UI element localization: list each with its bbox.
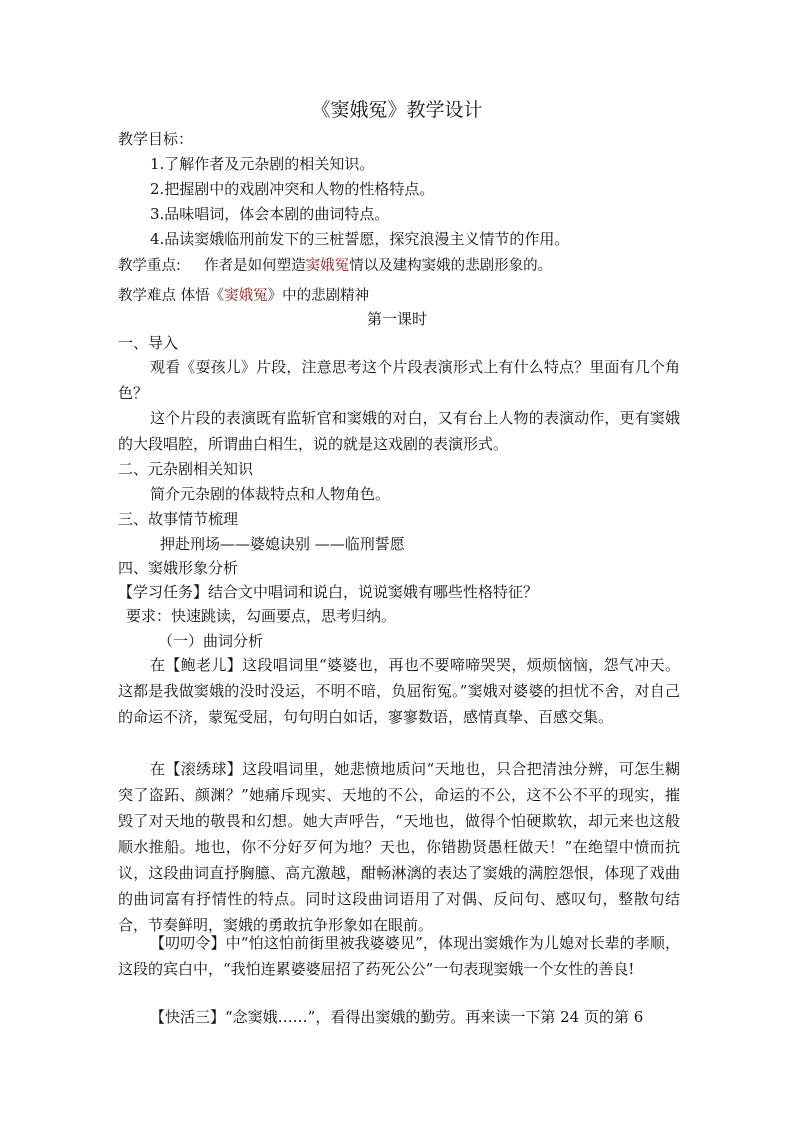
paragraph: 【叨叨令】中“怕这怕前街里被我婆婆见”，体现出窦娥作为儿媳对长辈的孝顺，这段的宾白中，“我怕连累婆婆屈招了药死公公”一句表现窦娥一个女性的善良! bbox=[118, 934, 680, 978]
objective-item: 3.品味唱词，体会本剧的曲词特点。 bbox=[150, 205, 390, 223]
difficulty-text: 体悟《 bbox=[180, 288, 225, 304]
section-heading: 四、窦娥形象分析 bbox=[118, 559, 239, 577]
sub-heading: （一）曲词分析 bbox=[158, 632, 264, 650]
paragraph: 这个片段的表演既有监斩官和窦娥的对白，又有台上人物的表演动作，更有窦娥的大段唱腔，所谓曲白相生，说的就是这戏剧的表演形式。 bbox=[118, 409, 680, 453]
plot-outline: 押赴刑场——婆媳诀别 ——临刑誓愿 bbox=[160, 535, 405, 553]
objective-item: 2.把握剧中的戏剧冲突和人物的性格特点。 bbox=[150, 180, 435, 198]
lesson-heading: 第一课时 bbox=[366, 310, 427, 328]
objectives-heading: 教学目标： bbox=[118, 130, 194, 148]
difficulty-highlight: 窦娥冤 bbox=[224, 288, 268, 304]
difficulty bbox=[118, 285, 369, 307]
difficulty-text-end: 》中的悲剧精神 bbox=[267, 288, 370, 304]
paragraph: 观看《耍孩儿》片段，注意思考这个片段表演形式上有什么特点？里面有几个角色？ bbox=[118, 358, 680, 402]
requirement: 要求：快速跳读，勾画要点，思考归纳。 bbox=[126, 607, 397, 625]
paragraph: 简介元杂剧的体裁特点和人物角色。 bbox=[150, 485, 391, 503]
paragraph: 【快活三】“念窦娥……”，看得出窦娥的勤劳。再来读一下第 24 页的第 6 bbox=[150, 1008, 644, 1026]
objective-item: 4.品读窦娥临刑前发下的三桩誓愿，探究浪漫主义情节的作用。 bbox=[150, 230, 570, 248]
key-point-text-end: 情以及建构窦娥的悲剧形象的。 bbox=[349, 258, 553, 274]
section-heading: 三、故事情节梳理 bbox=[118, 510, 239, 528]
section-heading: 二、元杂剧相关知识 bbox=[118, 460, 254, 478]
key-point-label: 教学重点: bbox=[118, 258, 181, 274]
key-point-text: 作者是如何塑造 bbox=[204, 258, 306, 274]
paragraph: 在【滚绣球】这段唱词里，她悲愤地质问“天地也，只合把清浊分辨，可怎生糊突了盗跖、颜渊？”她痛斥现实、天地的不公，命运的不公，这不公不平的现实，摧毁了对天地的敬畏和幻想。她大声呼告，“天地也，做得个怕硬欺软，却元来也这般顺水推船。地也，你不分好歹何为地？天也，你错勘贤愚枉做天！”在绝望中愤而抗议，这段曲词直抒胸臆、高亢激越，酣畅淋漓的表达了窦娥的满腔怨恨，体现了戏曲的曲词富有抒情性的特点。同时这段曲词语用了对偶、反问句、感叹句，整散句结合，节奏鲜明，窦娥的勇敢抗争形象如在眼前。 bbox=[118, 760, 680, 934]
difficulty-label: 教学难点 bbox=[118, 288, 176, 304]
paragraph: 在【鲍老儿】这段唱词里“婆婆也，再也不要啼啼哭哭，烦烦恼恼，怨气冲天。这都是我做窦娥的没时没运，不明不暗，负屈衔冤。”窦娥对婆婆的担忧不舍，对自己的命运不济，蒙冤受屈，句句明白如话，寥寥数语，感情真挚、百感交集。 bbox=[118, 656, 680, 726]
section-heading: 一、导入 bbox=[118, 334, 179, 352]
document-title: 《窦娥冤》教学设计 bbox=[311, 99, 483, 121]
key-point-highlight: 窦娥冤 bbox=[305, 258, 350, 274]
learning-task: 【学习任务】结合文中唱词和说白，说说窦娥有哪些性格特征？ bbox=[118, 583, 539, 601]
key-point bbox=[118, 255, 552, 277]
objective-item: 1.了解作者及元杂剧的相关知识。 bbox=[150, 155, 375, 173]
